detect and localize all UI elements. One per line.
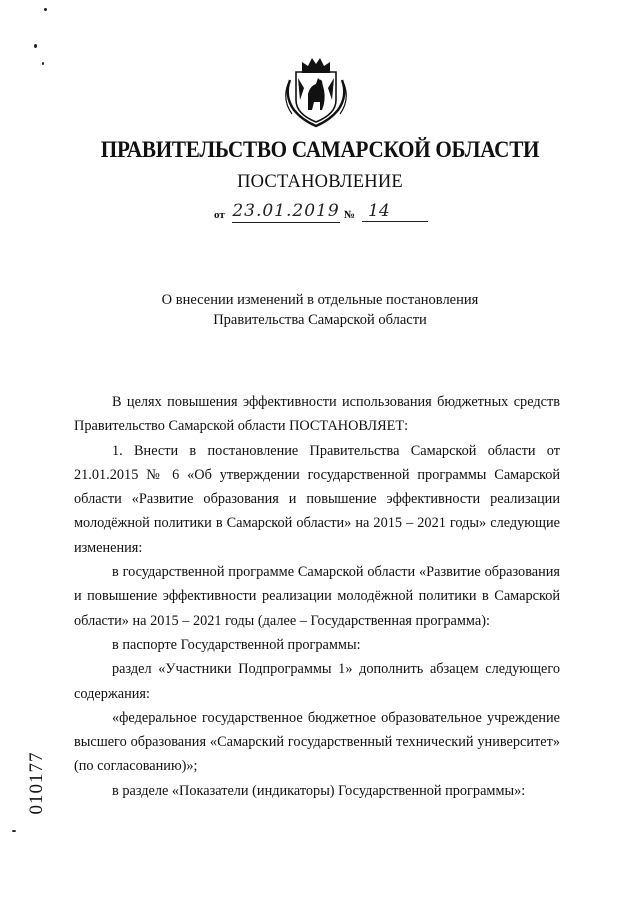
scan-speck (12, 830, 16, 832)
body-paragraph: в разделе «Показатели (индикаторы) Государственной программы»: (112, 782, 526, 799)
coat-of-arms-icon (282, 50, 350, 128)
body-paragraph: 1. Внести в постановление Правительства Самарской области от 21.01.2015 № 6 «Об утверждении государственной программы Самарской области «Развитие образования и повышение эффективности реализации молодёжной политики в Самарской области» на 2015 – 2021 годы» следующие изменения: (74, 442, 560, 556)
body-paragraph: в государственной программе Самарской области «Развитие образования и повышение эффективности реализации молодёжной политики в Самарской области» на 2015 – 2021 годы (далее – Государственная программа): (74, 564, 560, 629)
subject-line: О внесении изменений в отдельные постановления (161, 292, 479, 308)
date-prefix: от (214, 209, 225, 221)
organization-title: ПРАВИТЕЛЬСТВО САМАРСКОЙ ОБЛАСТИ (100, 137, 540, 162)
number-label: № (344, 209, 356, 221)
date-number-line (210, 200, 430, 226)
document-type: ПОСТАНОВЛЕНИЕ (237, 172, 403, 192)
scan-speck (44, 8, 47, 11)
body-paragraph: в паспорте Государственной программы: (112, 636, 361, 653)
document-subject (0, 290, 640, 330)
date-field: 23.01.2019 (232, 201, 340, 221)
body-paragraph: В целях повышения эффективности использования бюджетных средств Правительство Самарской области ПОСТАНОВЛЯЕТ: (74, 394, 560, 435)
number-field: 14 (362, 200, 428, 222)
scan-speck (34, 44, 37, 48)
scan-speck (42, 62, 44, 65)
body-paragraph: «федеральное государственное бюджетное образовательное учреждение высшего образования «Самарский государственный технический университет» (по согласованию)»; (74, 709, 560, 775)
margin-serial-number (14, 740, 54, 830)
document-body (74, 390, 560, 803)
body-paragraph: раздел «Участники Подпрограммы 1» дополнить абзацем следующего содержания: (74, 661, 560, 702)
subject-line: Правительства Самарской области (213, 312, 427, 328)
serial-number-text: 010177 (26, 751, 47, 815)
